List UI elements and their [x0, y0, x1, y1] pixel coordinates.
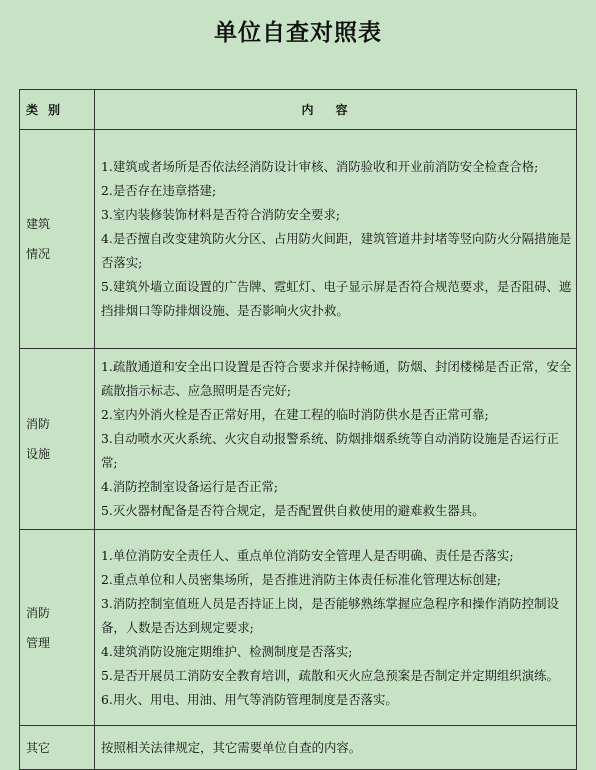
content-item: 5.灭火器材配备是否符合规定，是否配置供自救使用的避难救生器具。 [101, 503, 485, 518]
category-cell [20, 349, 95, 530]
category-label: 消防 [26, 417, 51, 431]
category-label: 建筑 [26, 217, 51, 231]
content-item: 3.室内装修装饰材料是否符合消防安全要求; [101, 207, 341, 222]
category-cell [20, 530, 95, 726]
category-label: 消防 [26, 605, 51, 620]
table-row [20, 530, 577, 726]
category-label: 其它 [26, 740, 51, 755]
content-item: 2.重点单位和人员密集场所，是否推进消防主体责任标准化管理达标创建; [101, 571, 502, 587]
content-item: 5.是否开展员工消防安全教育培训，疏散和灭火应急预案是否制定并定期组织演练。 [101, 667, 559, 683]
content-item: 按照相关法律规定，其它需要单位自查的内容。 [101, 739, 362, 755]
content-item: 2.是否存在违章搭建; [101, 183, 217, 198]
category-label: 设施 [26, 447, 51, 461]
content-cell [95, 349, 577, 530]
content-item: 6.用火、用电、用油、用气等消防管理制度是否落实。 [101, 691, 398, 707]
category-cell [20, 726, 95, 770]
table-header-row [20, 90, 577, 130]
content-item: 4.消防控制室设备运行是否正常; [101, 479, 279, 494]
content-item: 1.疏散通道和安全出口设置是否符合要求并保持畅通，防烟、封闭楼梯是否正常，安全疏散指示标志、应急照明是否完好; [101, 359, 572, 398]
content-item: 1.建筑或者场所是否依法经消防设计审核、消防验收和开业前消防安全检查合格; [101, 159, 539, 174]
content-item: 3.消防控制室值班人员是否持证上岗，是否能够熟练掌握应急程序和操作消防控制设备，人数是否达到规定要求; [101, 595, 559, 635]
category-label: 管理 [26, 635, 51, 650]
category-cell [20, 130, 95, 349]
content-item: 3.自动喷水灭火系统、火灾自动报警系统、防烟排烟系统等自动消防设施是否运行正常; [101, 431, 559, 470]
page-title: 单位自查对照表 [214, 20, 382, 46]
content-cell [95, 530, 577, 726]
table-row [20, 726, 577, 770]
table-row [20, 130, 577, 349]
content-cell [95, 726, 577, 770]
content-item: 5.建筑外墙立面设置的广告牌、霓虹灯、电子显示屏是否符合规范要求，是否阻碍、遮挡排烟口等防排烟设施、是否影响火灾扑救。 [101, 279, 572, 318]
category-label: 情况 [26, 247, 51, 261]
content-item: 4.建筑消防设施定期维护、检测制度是否落实; [101, 643, 353, 659]
header-category: 类别 [20, 90, 95, 130]
content-cell [95, 130, 577, 349]
content-item: 2.室内外消火栓是否正常好用，在建工程的临时消防供水是否正常可靠; [101, 407, 489, 422]
content-item: 4.是否擅自改变建筑防火分区、占用防火间距，建筑管道井封堵等竖向防火分隔措施是否落实; [101, 231, 572, 270]
table-row [20, 349, 577, 530]
self-check-table [19, 89, 577, 770]
header-content: 内容 [95, 90, 577, 130]
content-item: 1.单位消防安全责任人、重点单位消防安全管理人是否明确、责任是否落实; [101, 547, 514, 563]
